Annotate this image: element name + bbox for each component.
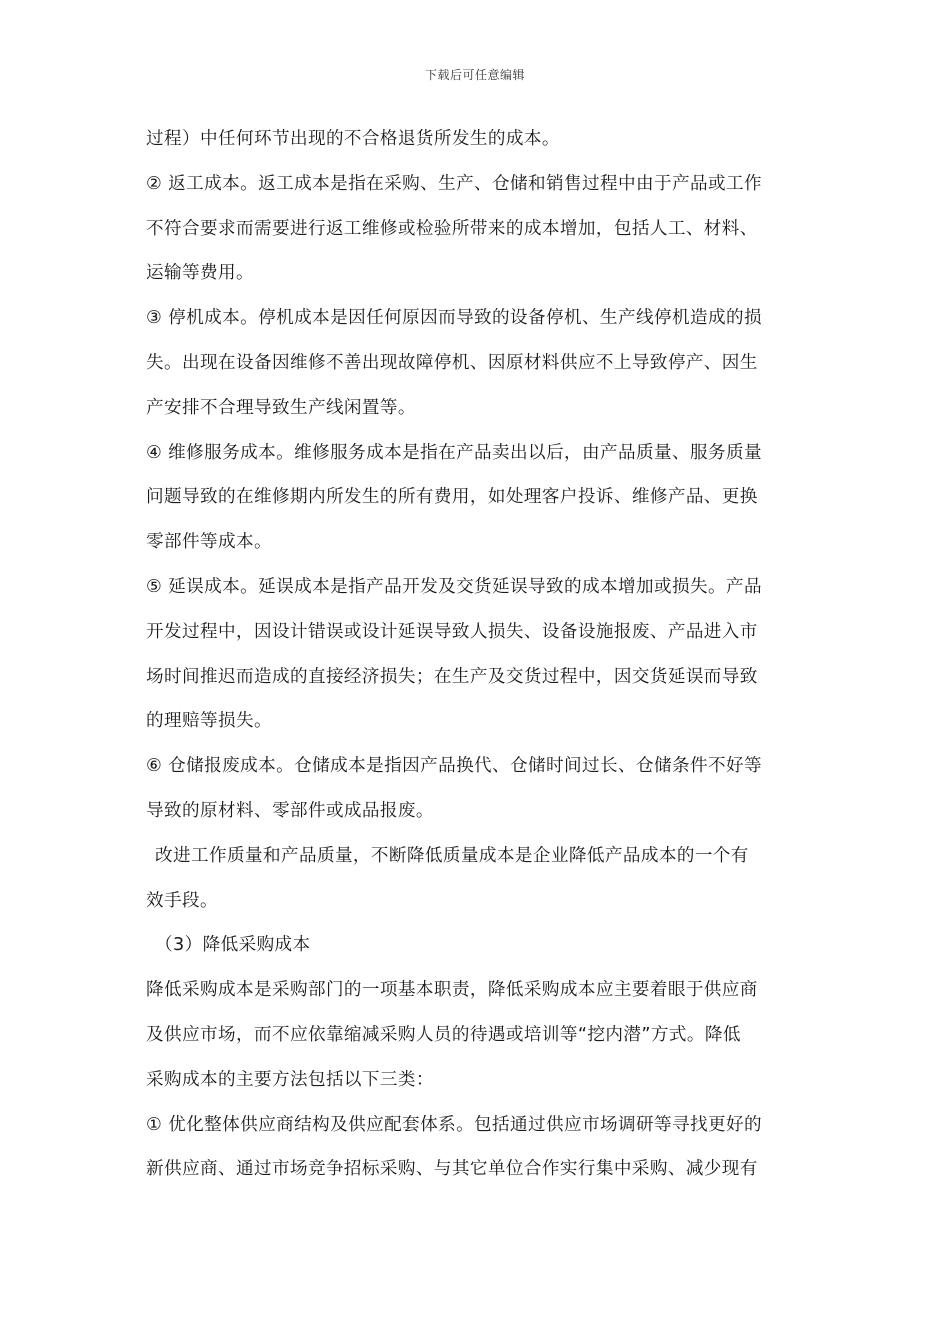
document-body xyxy=(146,117,806,1192)
text-line: 效手段。 xyxy=(146,890,218,911)
text-line: 采购成本的主要方法包括以下三类： xyxy=(146,1069,434,1090)
text-line: 零部件等成本。 xyxy=(146,532,272,553)
text-line: 新供应商、通过市场竞争招标采购、与其它单位合作实行集中采购、减少现有 xyxy=(146,1159,758,1180)
text-line: ④ 维修服务成本。维修服务成本是指在产品卖出以后，由产品质量、服务质量 xyxy=(146,442,762,463)
text-line: ② 返工成本。返工成本是指在采购、生产、仓储和销售过程中由于产品或工作 xyxy=(146,173,762,194)
text-line: 过程）中任何环节出现的不合格退货所发生的成本。 xyxy=(146,129,560,149)
section-heading: （3）降低采购成本 xyxy=(155,935,311,956)
text-line: 导致的原材料、零部件或成品报废。 xyxy=(146,800,434,821)
page-header: 下载后可任意编辑 xyxy=(424,68,525,82)
text-line: 开发过程中，因设计错误或设计延误导致人损失、设备设施报废、产品进入市 xyxy=(146,621,758,642)
text-line: ⑥ 仓储报废成本。仓储成本是指因产品换代、仓储时间过长、仓储条件不好等 xyxy=(146,756,762,777)
text-line: 不符合要求而需要进行返工维修或检验所带来的成本增加，包括人工、材料、 xyxy=(146,218,758,239)
text-line: 的理赔等损失。 xyxy=(146,711,272,732)
text-line: ③ 停机成本。停机成本是因任何原因而导致的设备停机、生产线停机造成的损 xyxy=(146,308,762,329)
text-line: 降低采购成本是采购部门的一项基本职责，降低采购成本应主要着眼于供应商 xyxy=(146,980,758,1001)
text-line: ⑤ 延误成本。延误成本是指产品开发及交货延误导致的成本增加或损失。产品 xyxy=(146,576,762,597)
text-line: 失。出现在设备因维修不善出现故障停机、因原材料供应不上导致停产、因生 xyxy=(146,352,758,373)
text-line: 改进工作质量和产品质量，不断降低质量成本是企业降低产品成本的一个有 xyxy=(155,845,749,866)
text-line: 运输等费用。 xyxy=(146,263,254,284)
text-line: 产安排不合理导致生产线闲置等。 xyxy=(146,397,416,418)
text-line: ① 优化整体供应商结构及供应配套体系。包括通过供应市场调研等寻找更好的 xyxy=(146,1114,762,1135)
text-line: 问题导致的在维修期内所发生的所有费用，如处理客户投诉、维修产品、更换 xyxy=(146,487,758,508)
text-line: 场时间推迟而造成的直接经济损失；在生产及交货过程中，因交货延误而导致 xyxy=(146,666,758,687)
text-line: 及供应市场，而不应依靠缩减采购人员的待遇或培训等“挖内潜”方式。降低 xyxy=(146,1024,741,1045)
